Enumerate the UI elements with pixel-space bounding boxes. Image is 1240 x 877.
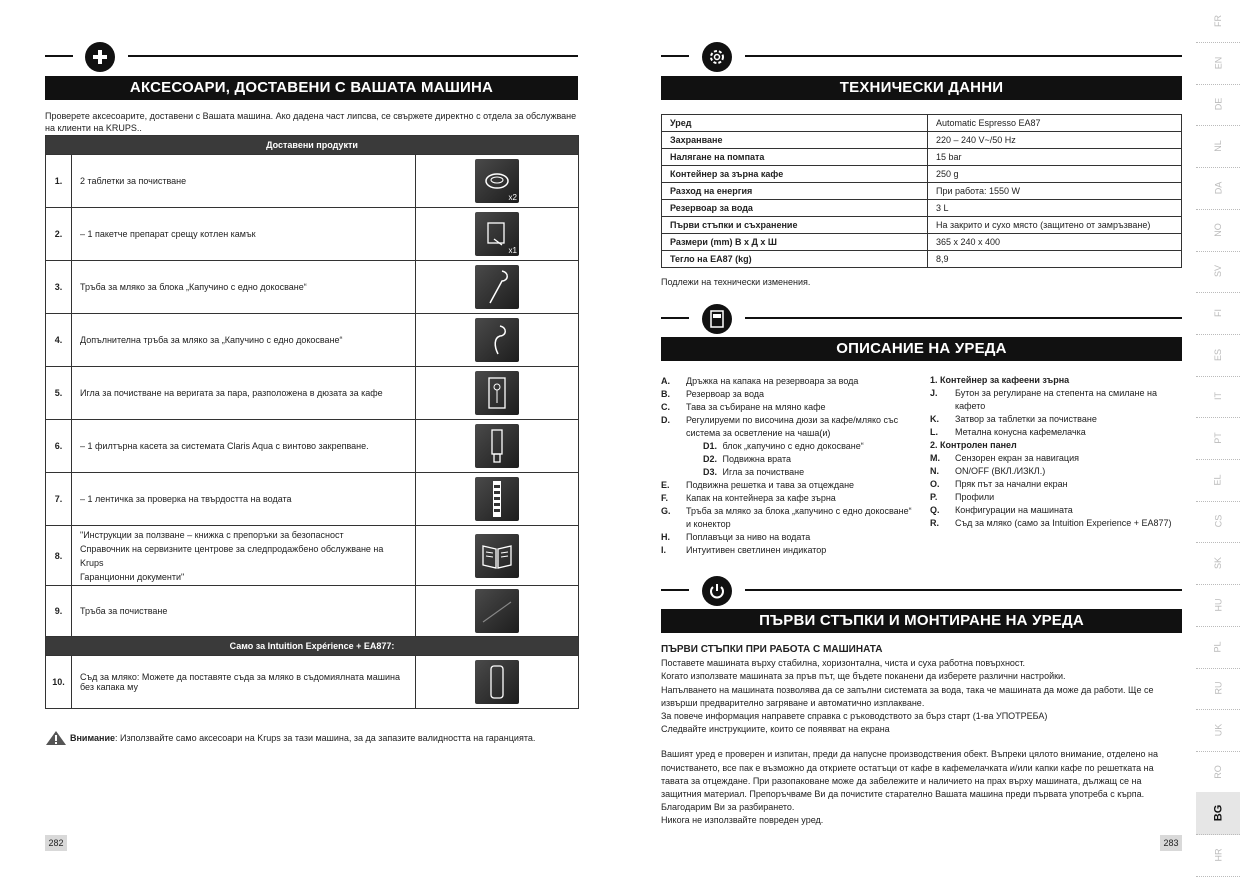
- divider: [745, 55, 1182, 57]
- gear-icon: [702, 42, 732, 72]
- list-item: R. Съд за мляко (само за Intuition Experience + EA877): [930, 518, 1172, 528]
- table-row: 2. – 1 пакетче препарат срещу котлен камък x1: [46, 208, 579, 261]
- lang-tab-bg[interactable]: BG: [1196, 792, 1240, 835]
- lang-tab-no[interactable]: NO: [1196, 209, 1240, 252]
- table-section-header: Само за Intuition Expérience + EA877:: [46, 637, 579, 656]
- table-row: Захранване 220 – 240 V~/50 Hz: [662, 132, 1182, 149]
- list-heading: 1. Контейнер за кафеени зърна: [930, 375, 1070, 385]
- list-item: D3. Игла за почистване: [703, 467, 805, 477]
- table-section-header: Доставени продукти: [46, 136, 579, 155]
- lang-tab-fr[interactable]: FR: [1196, 0, 1240, 43]
- table-row: 8. "Инструкции за ползване – книжка с препоръки за безопасност Справочник на сервизните центрове за следпродажбено обслужване на Krups Гаранционни документи": [46, 526, 579, 586]
- list-item: F. Капак на контейнера за кафе зърна: [661, 493, 836, 503]
- list-item: G. Тръба за мляко за блока „капучино с едно докосване“ и конектор: [661, 506, 912, 529]
- section-title-accessories: АКСЕСОАРИ, ДОСТАВЕНИ С ВАШАТА МАШИНА: [45, 76, 578, 100]
- table-row: Първи стъпки и съхранение На закрито и сухо място (защитено от замръзване): [662, 217, 1182, 234]
- table-row: Уред Automatic Espresso EA87: [662, 115, 1182, 132]
- milk-jug-icon: [475, 660, 519, 704]
- page-number: 283: [1160, 835, 1182, 851]
- cleaning-tube-icon: [475, 589, 519, 633]
- filter-icon: [475, 424, 519, 468]
- list-item: A. Дръжка на капака на резервоара за вода: [661, 376, 859, 386]
- list-item: H. Поплавъци за ниво на водата: [661, 532, 811, 542]
- tech-note: Подлежи на технически изменения.: [661, 277, 811, 287]
- list-item: M. Сензорен екран за навигация: [930, 453, 1079, 463]
- table-row: 7. – 1 лентичка за проверка на твърдостта на водата: [46, 473, 579, 526]
- table-row: 1. 2 таблетки за почистване x2: [46, 155, 579, 208]
- test-strip-icon: [475, 477, 519, 521]
- accessories-table: [45, 135, 579, 709]
- lang-tab-sv[interactable]: SV: [1196, 250, 1240, 293]
- table-row: Контейнер за зърна кафе 250 g: [662, 166, 1182, 183]
- divider: [745, 317, 1182, 319]
- book-icon: [475, 534, 519, 578]
- list-item: L. Метална конусна кафемелачка: [930, 427, 1086, 437]
- table-row: 3. Тръба за мляко за блока „Капучино с едно докосване“: [46, 261, 579, 314]
- tablet-icon: x2: [475, 159, 519, 203]
- list-item: D1. блок „капучино с едно докосване“: [703, 441, 864, 451]
- divider: [661, 317, 689, 319]
- power-icon: [702, 576, 732, 606]
- lang-tab-cs[interactable]: CS: [1196, 500, 1240, 543]
- divider: [45, 55, 73, 57]
- section-title-tech: ТЕХНИЧЕСКИ ДАННИ: [661, 76, 1182, 100]
- subheading: ПЪРВИ СТЪПКИ ПРИ РАБОТА С МАШИНАТА: [661, 644, 883, 655]
- intro-text: Проверете аксесоарите, доставени с Вашата машина. Ако дадена част липсва, се свържете директно с отдела за обслужване на клиенти на KRUPS..: [45, 111, 577, 133]
- list-item: N. ON/OFF (ВКЛ./ИЗКЛ.): [930, 466, 1046, 476]
- table-row: Резервоар за вода 3 L: [662, 200, 1182, 217]
- lang-tab-pt[interactable]: PT: [1196, 417, 1240, 460]
- lang-tab-nl[interactable]: NL: [1196, 125, 1240, 168]
- lang-tab-hu[interactable]: HU: [1196, 584, 1240, 627]
- lang-tab-en[interactable]: EN: [1196, 42, 1240, 85]
- lang-tab-es[interactable]: ES: [1196, 334, 1240, 377]
- lang-tab-el[interactable]: EL: [1196, 459, 1240, 502]
- milk-tube-icon: [475, 265, 519, 309]
- first-steps-text: ПЪРВИ СТЪПКИ ПРИ РАБОТА С МАШИНАТА Поставете машината върху стабилна, хоризонтална, чиста и суха работна повърхност. Когато използвате машината за пръв път, ще бъдете поканени да изберете различни настройки. Напълването на машината позволява да се запълни системата за вода, така че машината да може да работи. Ще се извърши предварително загряване и автоматично изплакване. За повече информация направете справка с ръководството за бърз старт (1-ва УПОТРЕБА) Следвайте инструкциите, които се появяват на екрана Вашият уред е проверен и изпитан, преди да напусне производствения обект. Въпреки цялото внимание, отделено на почистването, все пак е възможно да откриете остатъци от кафе в кафемелачката и/или капки кафе по решетката на тавата за отцеждане. При разопаковане може да забележите и наличието на прах върху машината, дължащ се на защитния материал. Препоръчваме Ви да почистите старателно Вашата машина преди първата употреба с кърпа. Благодарим Ви за разбирането. Никога не използвайте повреден уред.: [661, 643, 1182, 828]
- lang-tab-it[interactable]: IT: [1196, 375, 1240, 418]
- lang-tab-sk[interactable]: SK: [1196, 542, 1240, 585]
- list-item: D2. Подвижна врата: [703, 454, 791, 464]
- divider: [661, 589, 689, 591]
- plus-icon: [85, 42, 115, 72]
- list-item: O. Пряк път за начални екран: [930, 479, 1068, 489]
- lang-tab-da[interactable]: DA: [1196, 167, 1240, 210]
- table-row: Размери (mm) В x Д x Ш 365 x 240 x 400: [662, 234, 1182, 251]
- divider: [745, 589, 1182, 591]
- list-item: P. Профили: [930, 492, 995, 502]
- list-item: D. Регулируеми по височина дюзи за кафе/мляко със система за осветление на чаша(и): [661, 415, 899, 438]
- list-item: C. Тава за събиране на мляно кафе: [661, 402, 826, 412]
- list-item: Q. Конфигурации на машината: [930, 505, 1073, 515]
- section-title-description: ОПИСАНИЕ НА УРЕДА: [661, 337, 1182, 361]
- lang-tab-ro[interactable]: RO: [1196, 751, 1240, 794]
- lang-tab-hr[interactable]: HR: [1196, 834, 1240, 877]
- lang-tab-fi[interactable]: FI: [1196, 292, 1240, 335]
- table-row: 4. Допълнителна тръба за мляко за „Капучино с едно докосване“: [46, 314, 579, 367]
- table-row: 9. Тръба за почистване: [46, 586, 579, 637]
- table-row: Разход на енергия При работа: 1550 W: [662, 183, 1182, 200]
- table-row: 6. – 1 филтърна касета за системата Claris Aqua с винтово закрепване.: [46, 420, 579, 473]
- descaler-icon: x1: [475, 212, 519, 256]
- warning-icon: [45, 730, 67, 746]
- machine-icon: [702, 304, 732, 334]
- table-row: 5. Игла за почистване на веригата за пара, разположена в дюзата за кафе: [46, 367, 579, 420]
- lang-tab-de[interactable]: DE: [1196, 83, 1240, 126]
- description-list-right: [930, 374, 1182, 530]
- list-item: K. Затвор за таблетки за почистване: [930, 414, 1097, 424]
- divider: [128, 55, 578, 57]
- list-item: B. Резервоар за вода: [661, 389, 765, 399]
- table-row: Налягане на помпата 15 bar: [662, 149, 1182, 166]
- section-title-first-steps: ПЪРВИ СТЪПКИ И МОНТИРАНЕ НА УРЕДА: [661, 609, 1182, 633]
- tech-table: [661, 114, 1182, 268]
- needle-icon: [475, 371, 519, 415]
- lang-tab-ru[interactable]: RU: [1196, 667, 1240, 710]
- warning-note: Внимание : Използвайте само аксесоари на Krups за тази машина, за да запазите валидността на гаранцията.: [45, 730, 535, 746]
- milk-tube-extra-icon: [475, 318, 519, 362]
- table-row: 10. Съд за мляко: Можете да поставяте съда за мляко в съдомиялната машина без капака му: [46, 656, 579, 709]
- list-item: E. Подвижна решетка и тава за отцеждане: [661, 480, 855, 490]
- lang-tab-pl[interactable]: PL: [1196, 626, 1240, 669]
- list-heading: 2. Контролен панел: [930, 440, 1017, 450]
- divider: [661, 55, 689, 57]
- table-row: Тегло на EA87 (kg) 8,9: [662, 251, 1182, 268]
- lang-tab-uk[interactable]: UK: [1196, 709, 1240, 752]
- list-item: J. Бутон за регулиране на степента на смилане на кафето: [930, 388, 1157, 411]
- page-number: 282: [45, 835, 67, 851]
- description-list-left: [661, 375, 919, 557]
- list-item: I. Интуитивен светлинен индикатор: [661, 545, 827, 555]
